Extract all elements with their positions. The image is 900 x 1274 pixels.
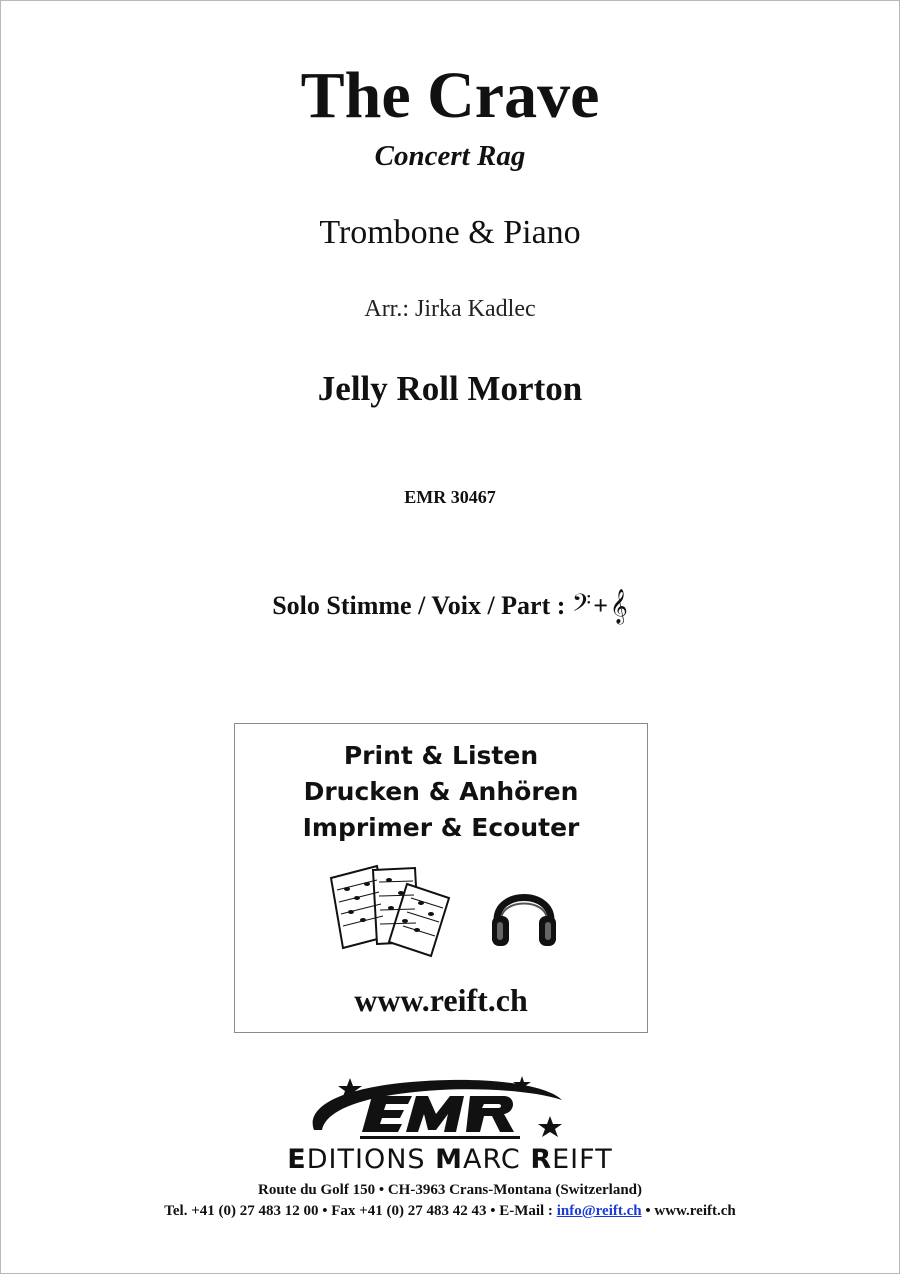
sheet-music-icon (327, 862, 453, 958)
promo-line-french: Imprimer & Ecouter (302, 813, 580, 842)
brand-initial-e: E (287, 1144, 307, 1175)
brand-initial-r: R (530, 1144, 553, 1175)
treble-clef-icon: 𝄞 (610, 589, 628, 624)
print-listen-box[interactable] (234, 723, 648, 1033)
brand-word-marc: ARC (463, 1144, 531, 1175)
publisher-address: Route du Golf 150 • CH-3963 Crans-Montana (Switzerland) (258, 1182, 642, 1198)
page-title: The Crave (300, 59, 600, 132)
email-link[interactable]: info@reift.ch (556, 1203, 642, 1219)
promo-website[interactable]: www.reift.ch (354, 982, 528, 1018)
emr-logo (300, 1074, 582, 1146)
subtitle: Concert Rag (374, 140, 526, 172)
promo-line-german: Drucken & Anhören (303, 777, 579, 806)
contact-website: • www.reift.ch (641, 1203, 736, 1219)
headphones-icon (489, 876, 559, 952)
bass-clef-icon: 𝄢 (571, 589, 592, 624)
publisher-contact (0, 1201, 900, 1221)
part-line (0, 586, 900, 627)
contact-phone-fax: Tel. +41 (0) 27 483 12 00 • Fax +41 (0) 27 483 42 43 • E-Mail : (164, 1203, 557, 1219)
brand-word-reift: EIFT (552, 1144, 613, 1175)
catalog-number: EMR 30467 (404, 487, 496, 507)
publisher-name (0, 1142, 900, 1178)
composer: Jelly Roll Morton (317, 369, 583, 408)
arranger: Arr.: Jirka Kadlec (364, 296, 536, 322)
promo-line-english: Print & Listen (343, 741, 539, 770)
part-plus: + (593, 591, 609, 620)
brand-initial-m: M (435, 1144, 463, 1175)
instrumentation: Trombone & Piano (319, 214, 581, 251)
brand-word-editions: DITIONS (306, 1144, 436, 1175)
part-label: Solo Stimme / Voix / Part : (272, 591, 566, 620)
